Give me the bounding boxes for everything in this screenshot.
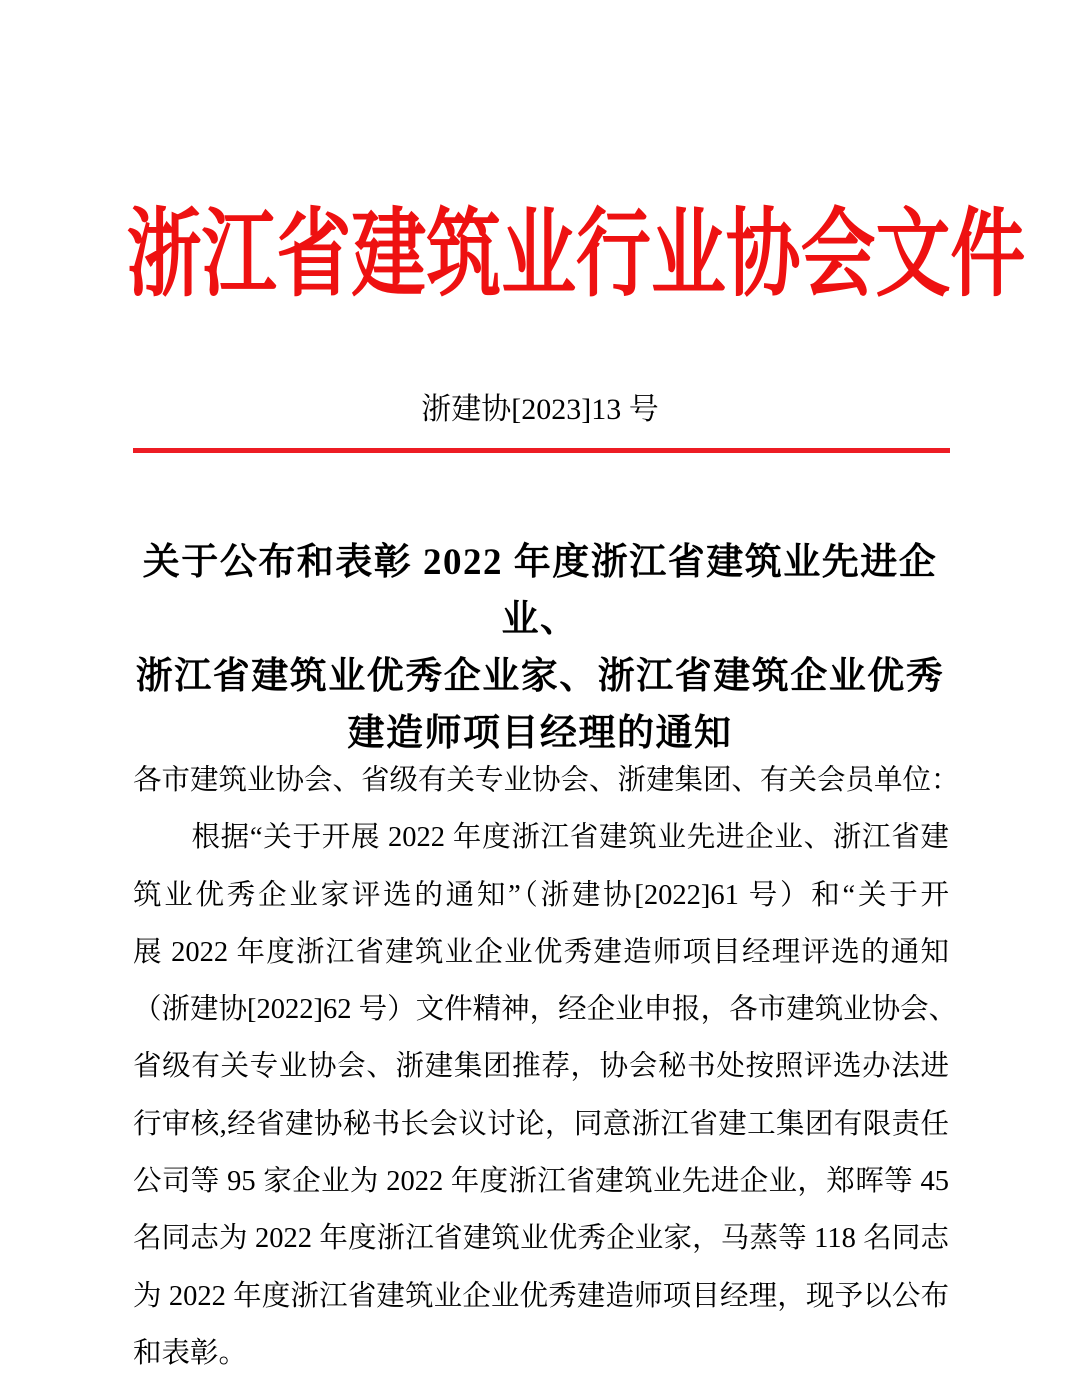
body-line: （浙建协[2022]62 号）文件精神，经企业申报，各市建筑业协会、 <box>133 994 958 1026</box>
body-line: 筑业优秀企业家评选的通知”（浙建协[2022]61 号）和“关于开 <box>133 879 949 911</box>
body-line-last: 和表彰。 <box>133 1337 248 1369</box>
body-line: 根据“关于开展 2022 年度浙江省建筑业先进企业、浙江省建 <box>133 822 949 854</box>
notice-title-line-1: 关于公布和表彰 2022 年度浙江省建筑业先进企业、 <box>142 542 938 640</box>
document-number: 浙建协[2023]13 号 <box>421 393 659 426</box>
body-line: 名同志为 2022 年度浙江省建筑业优秀企业家，马蒸等 118 名同志 <box>133 1223 949 1255</box>
body-line: 展 2022 年度浙江省建筑业企业优秀建造师项目经理评选的通知 <box>133 936 949 968</box>
body-line: 为 2022 年度浙江省建筑业企业优秀建造师项目经理，现予以公布 <box>133 1280 949 1312</box>
body-line: 公司等 95 家企业为 2022 年度浙江省建筑业先进企业，郑晖等 45 <box>133 1166 949 1198</box>
letterhead-title: 浙江省建筑业行业协会文件 <box>126 201 1026 308</box>
notice-title <box>128 534 952 762</box>
notice-title-line-3: 建造师项目经理的通知 <box>347 713 733 754</box>
notice-body <box>133 752 960 1382</box>
red-divider-line <box>133 448 950 453</box>
letterhead <box>0 196 1080 314</box>
notice-title-line-2: 浙江省建筑业优秀企业家、浙江省建筑企业优秀 <box>135 656 945 697</box>
body-line: 省级有关专业协会、浙建集团推荐，协会秘书处按照评选办法进 <box>133 1051 949 1083</box>
body-line: 行审核,经省建协秘书长会议讨论，同意浙江省建工集团有限责任 <box>133 1108 949 1140</box>
body-line-salutation: 各市建筑业协会、省级有关专业协会、浙建集团、有关会员单位： <box>133 765 960 796</box>
